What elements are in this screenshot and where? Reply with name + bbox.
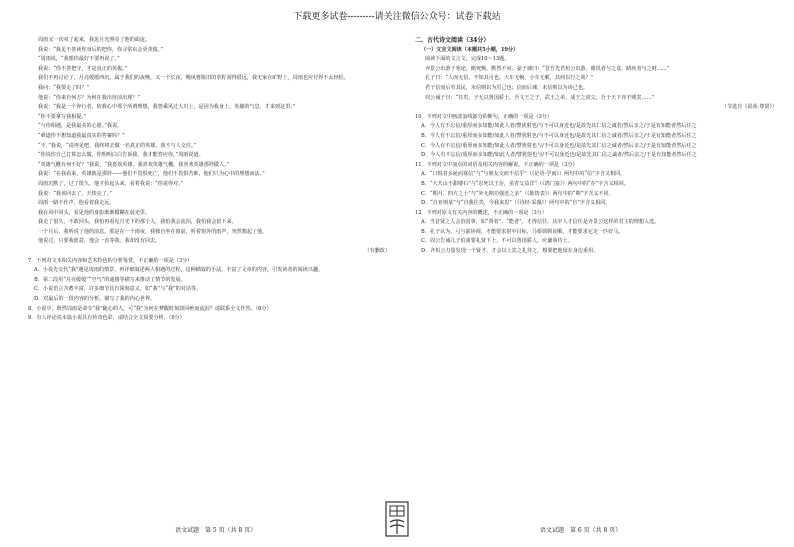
left-col-paragraph: 一个月后，我听说了他的消息。那是在一个雨夜，我独自坐在窗前，听着窗外的雨声，突然想起了他。 — [38, 228, 268, 235]
left-col-paragraph: D．对最后的一段内容的分析，描写了我的内心世界。 — [34, 296, 156, 303]
right-col-paragraph: 阅读下面的文言文，完成10～13题。 — [425, 56, 510, 63]
right-col-paragraph: D．“自亚则某”与“自我往矣，今我来思”（《诗经·采薇》）两句中的“自”字含义相同。 — [421, 200, 611, 207]
right-col-paragraph: （一）文言文阅读（本题共5小题，19分） — [421, 46, 519, 53]
right-column — [415, 36, 777, 257]
left-col-paragraph: B．第二段用“月亮缓缓”“空气”的通感等描写来推动了情节的发展。 — [34, 276, 186, 283]
left-col-paragraph: 我走了很久，不敢回头，我怕再看见月光下的那个人，我怕我会流泪，我怕我会留下来。 — [38, 219, 237, 226]
left-col-paragraph: 他说过，只要我愿意，他会一直等我。我却没有回去。 — [38, 238, 161, 245]
right-col-paragraph: A．当昔贤之人会治国事，如“贤者”、“能者”，才得信任，其中人才信任是齐景公这样的君主的理想人选。 — [421, 219, 660, 226]
publisher-logo — [384, 500, 410, 538]
right-col-paragraph: 周公诫子曰：“往矣，子无以鲁国骄士。吾文王之子，武王之弟，成王之叔父，吾于天下亦不贱矣……” — [425, 94, 655, 101]
right-col-paragraph: D．齐桓公力量发现一个贤才，才会以上宾之礼待之，想要把他留在身边重用。 — [421, 248, 599, 255]
footer-left-page-number: 语文试题 第 5 页（共 8 页） — [175, 527, 257, 534]
right-col-paragraph: B．孔子认为，弓与箭协调，才能要求射中目标，马要调驯良顺，才能要求它走一匹好马。 — [421, 228, 624, 235]
left-col-paragraph: “难道你不想知道我最真实的答案吗？” — [38, 132, 125, 139]
left-col-paragraph: “不，”我说，“请再见吧，我终将去做一名真正的英雄，我不与人交往。” — [38, 142, 197, 149]
left-col-paragraph: 我说：“在我看来，英雄就是那样——他们不畏惧死亡，他们不畏惧苦难，他们只为心中的理想而活。” — [38, 171, 265, 178]
right-col-paragraph: A．今人有不忘信/重厚而多知能/如此人者/譬犹射也/与不可以身近也/是故先其仁信之诚者/然后亲之/于是有知能者然后任之 — [421, 123, 697, 130]
right-col-paragraph: C．“期月，四方之士”与“外无期功强近之亲”（《陈情表》）两句中的“期”字含义不同。 — [421, 190, 614, 197]
left-col-paragraph: 我问：“我要走了吗？” — [38, 84, 90, 91]
left-col-paragraph: 8．小说中，既然周雨是命令“我”随心的人，可“我”为何在梦醒时刻却回绝而流泪？请联系全文作答。（6分） — [28, 305, 272, 312]
left-col-paragraph: “周雨说，“我想你最好不要再说了。” — [38, 56, 120, 63]
left-col-paragraph: “与你相遇，是我最美的心愿。”我说。 — [38, 123, 123, 130]
right-col-paragraph: 君子信而后劳其民，未信则以为厉己也；信而后谏，未信则以为谤己也。 — [425, 84, 589, 91]
right-col-paragraph: B．“大夫山不甜缕石”与“忍死以王存，虽省父益洋”（《鸿门宴》）两句中的“存”字含义相同。 — [421, 180, 629, 187]
right-col-paragraph: A．“口锐者多诞而寡信”与“与朋友交而不信乎”（《论语·学而》）两句中的“信”字含义相同。 — [421, 171, 626, 178]
left-col-paragraph: 我们不再讨论了，月亮缓缓西沉，属于我们的夜晚，又一个长夜，晚风将陈旧的草籽刮得很远，我无家在旷野上，周雨也应付得不太轻松。 — [38, 75, 349, 82]
left-col-paragraph: 我说：“我是一个奔行者，依我心中那个所谓理想，我曾乘风过大川上，是因为我身上，英雄的气息，才来到这里。” — [38, 104, 296, 111]
left-col-paragraph: 7．下列对文本相关内容和艺术特色的分析鉴赏，不正确的一项是（3分） — [28, 257, 193, 264]
left-col-paragraph: 他说：“你来自何方？为何在我出征前出现？” — [38, 94, 140, 101]
left-col-paragraph: C．小说语言含蓄丰富，许多细节具有深刻意义，如“我”与“我”的对话等。 — [34, 286, 202, 293]
left-col-paragraph: 我说：“我该回去了，天快亮了。” — [38, 190, 112, 197]
right-col-paragraph: 齐景公出游于寒途，睹死胔，默然不问。晏子谏曰：“昔吾先君桓公出游，睹饥者与之食，睹疾者与之财……” — [425, 65, 670, 72]
left-col-paragraph: 我在风中回头，看见他的身影渐渐模糊在晨光里。 — [38, 209, 151, 216]
left-col-paragraph: 周雨一路不作声，他看着我走远。 — [38, 200, 115, 207]
footer-right-page-number: 语文试题 第 6 页（共 8 页） — [540, 527, 622, 534]
right-col-paragraph: 12．下列对原文有关内容的概述，不正确的一项是（3分） — [415, 209, 547, 216]
left-column — [28, 36, 390, 324]
right-col-paragraph: C．周公告诫儿子伯禽要礼贤下士，不可以鲁国骄人，应谦恭待士。 — [421, 238, 573, 245]
left-col-paragraph: A．小说先交代“我”遇见周雨的情景，再详细叙述两人相遇的过程，这种插叙的手法，丰富了文章的内容，引发读者的阅读兴趣。 — [34, 267, 324, 274]
left-col-paragraph: （有删改） — [364, 248, 390, 255]
left-col-paragraph: 我说：“我见不善读你身后的把你，你寻常东会更英俊。” — [38, 46, 163, 53]
right-col-paragraph: 二、古代诗文阅读（34分） — [415, 37, 490, 44]
left-col-paragraph: 9．有人评论说本篇小说具有传奇色彩，请结合全文简要分析。（6分） — [28, 315, 185, 322]
right-col-paragraph: 11．下列对文中加点的词语及相关内容的解说，不正确的一项是（3分） — [415, 161, 578, 168]
right-col-paragraph: （节选自《说苑·尊贤》） — [721, 104, 777, 111]
right-col-paragraph: 10．下列对文中画波浪线部分的断句，正确的一项是（3分） — [415, 113, 553, 120]
right-col-paragraph: 孔子曰：“人而无信，不知其可也。大车无輗，小车无軏，其何以行之哉？” — [425, 75, 594, 82]
right-col-paragraph: B．今人有不忘信/重厚而多知能/如此人者/譬犹射也/与不可以身近也/是故先其仁信之诚者/然后亲之/于是有知能者然后任之 — [421, 132, 697, 139]
left-col-paragraph: 周雨又一次叹了起来，我见月光照亮了他的面庞。 — [38, 37, 151, 43]
left-col-paragraph: “你不要拿写我相提。” — [38, 113, 87, 120]
left-col-paragraph: “你说你自己打算怎么做，你明明白白告诉我，我才能答应你，”周雨说道。 — [38, 152, 204, 159]
left-col-paragraph: “英雄气概有何不好？”我说，“我喜欢英雄，我喜欢英雄气概，我喜欢英雄那样做人。” — [38, 161, 230, 168]
left-col-paragraph: 我说：“你不善把守，才是真正的英俊。” — [38, 65, 128, 72]
right-col-paragraph: D．今人有不忘信/重厚而多知能/如此人者/譬犹射也与/不可以身近也/是故先其仁信之诚者/然后亲之/于是有知能者然后任之 — [421, 152, 697, 159]
right-col-paragraph: C．今人有不忘信/重厚而多知能/如此人者/譬犹射也与/不可以身近也/是故先其仁信之诚者/然后亲之/于是有知能者然后任之 — [421, 142, 697, 149]
page-header: 下载更多试卷---------请关注微信公众号：试卷下载站 — [293, 12, 501, 22]
left-col-paragraph: 周雨沉默了，过了很久，他才抬起头来，看着我说：“你说得对。” — [38, 180, 184, 187]
